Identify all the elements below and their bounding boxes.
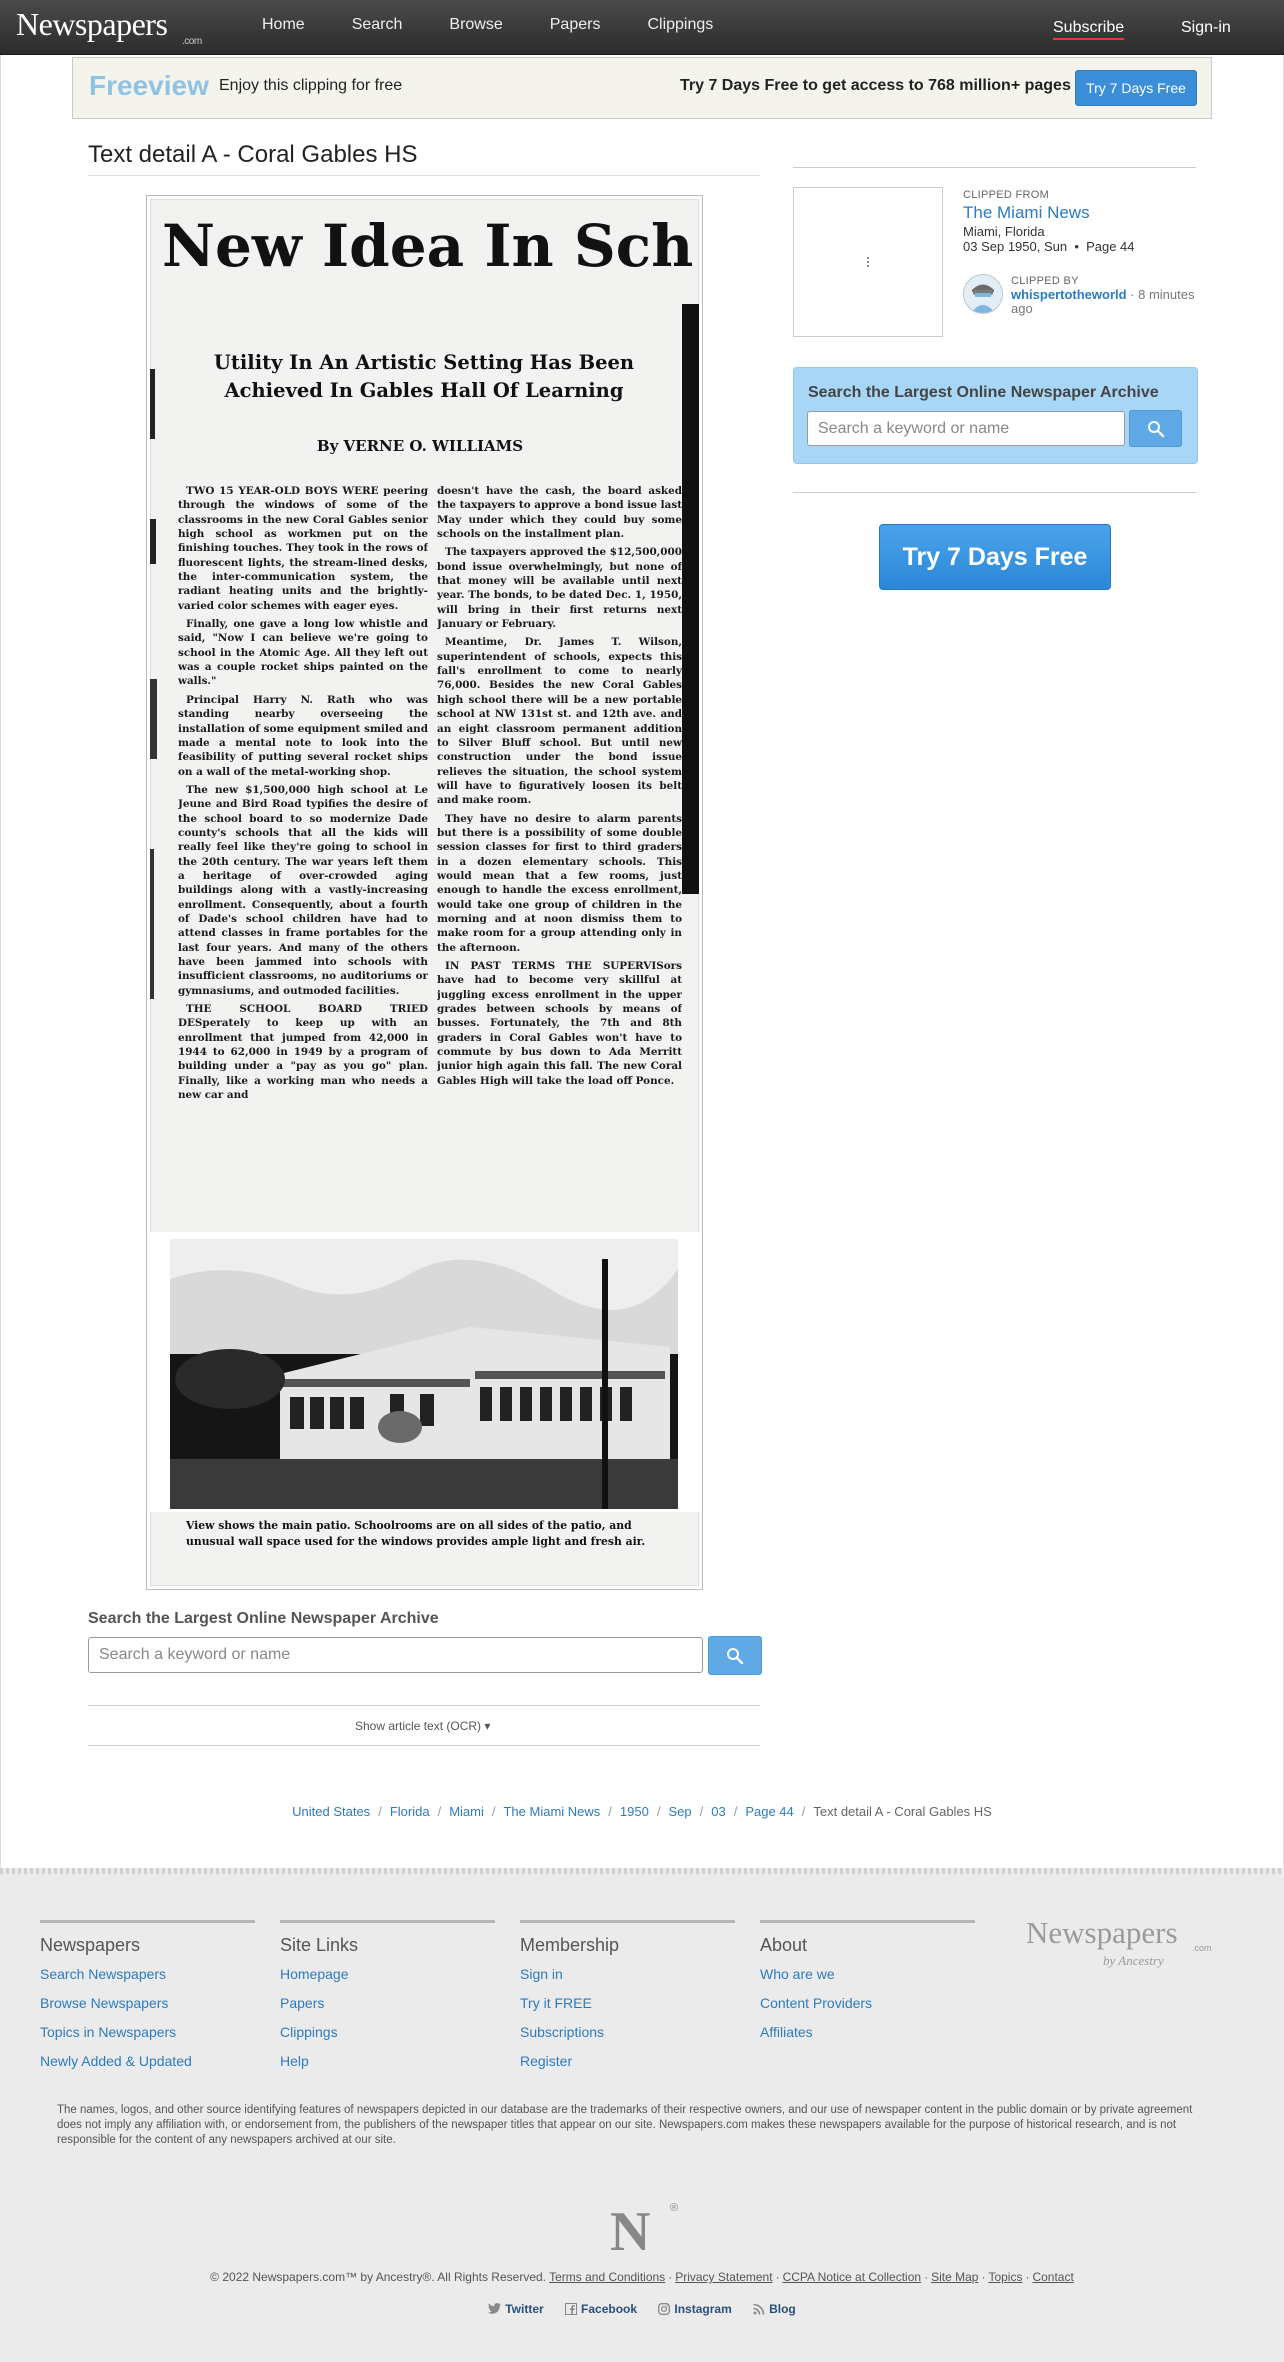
paper-date-page: 03 Sep 1950, Sun • Page 44 (963, 239, 1135, 254)
footer-col-membership (520, 1920, 735, 2082)
privacy-link[interactable]: Privacy Statement (675, 2270, 773, 2284)
sidebar-search-button[interactable] (1129, 410, 1182, 447)
breadcrumb-city[interactable]: Miami (449, 1804, 484, 1819)
article-subhead-1: Utility In An Artistic Setting Has Been (213, 351, 635, 374)
try-free-button[interactable]: Try 7 Days Free (879, 524, 1111, 590)
user-avatar-icon (964, 275, 1002, 313)
footer-col-title: About (760, 1935, 808, 1955)
contact-link[interactable]: Contact (1032, 2270, 1074, 2284)
newspapers-n-logo: N ® (610, 2201, 679, 2263)
sitemap-link[interactable]: Site Map (931, 2270, 979, 2284)
main-search-heading: Search the Largest Online Newspaper Archive (88, 1610, 439, 1627)
freeview-trial-button[interactable]: Try 7 Days Free (1075, 70, 1197, 106)
breadcrumb: United States / Florida / Miami / The Miami News / 1950 / Sep / 03 / Page 44 / Text detail A - Coral Gables HS (292, 1804, 992, 1819)
twitter-link[interactable] (488, 2302, 543, 2316)
rss-icon (753, 2303, 765, 2315)
article-column-right-wrap (437, 484, 682, 1169)
copyright-text: © 2022 Newspapers.com™ by Ancestry®. All Rights Reserved. (210, 2270, 546, 2284)
signin-link[interactable]: Sign-in (1181, 19, 1231, 36)
nav-home[interactable]: Home (262, 16, 305, 33)
nav-browse[interactable]: Browse (449, 16, 503, 33)
footer-logo-byline: by Ancestry (1103, 1953, 1164, 1968)
main-search-input[interactable] (88, 1637, 703, 1673)
sidebar-divider (793, 167, 1196, 168)
breadcrumb-country[interactable]: United States (292, 1804, 371, 1819)
subscribe-link[interactable]: Subscribe (1053, 19, 1124, 40)
article-paragraph: The taxpayers approved the $12,500,000 bond issue overwhelmingly, but none of that money will be available until next year. The bonds, to be dated Dec. 1, 1950, will bring in their first returns next January or February. (437, 546, 682, 631)
breadcrumb-current: Text detail A - Coral Gables HS (813, 1804, 992, 1819)
article-paragraph: THE SCHOOL BOARD TRIED DESperately to keep up with an enrollment that jumped from 42,000 in 1944 to 62,000 in 1949 by a program of building under a "pay as you go" plan. Finally, like a working man who needs a new car and (178, 1003, 428, 1102)
clipped-by-label: CLIPPED BY (1011, 275, 1079, 287)
footer-logo-text: Newspapers (1026, 1915, 1178, 1950)
sidebar-search-input[interactable] (807, 411, 1125, 446)
footer-link[interactable]: Newly Added & Updated (40, 2053, 192, 2069)
ocr-divider-bottom (88, 1745, 760, 1746)
footer-link[interactable]: Subscriptions (520, 2024, 605, 2040)
article-paragraph: They have no desire to alarm parents but there is a possibility of some double session classes for first to third graders in a dozen elementary schools. This would mean that a few rooms, just enough to handle the excess enrollment, would take one group of children in the morning and at noon dismiss them to make room for a group attending only in the afternoon. (437, 812, 682, 954)
footer-link[interactable]: Search Newspapers (40, 1966, 167, 1982)
logo-suffix: .com (182, 36, 202, 47)
blog-link[interactable] (753, 2302, 796, 2316)
footer-col-title: Newspapers (40, 1935, 141, 1955)
article-paragraph: IN PAST TERMS THE SUPERVISors have had to become very skillful at juggling excess enrollment in the upper grades between schools by means of busses. Fortunately, the 7th and 8th graders in Coral Gables won't have to commute by bus down to Ada Merritt junior high again this fall. The new Coral Gables High will take the load off Ponce. (437, 960, 682, 1087)
article-byline: By VERNE O. WILLIAMS (316, 437, 524, 455)
footer-col-site-links (280, 1920, 495, 2082)
footer-link[interactable]: Homepage (280, 1966, 349, 1982)
sidebar-search-heading: Search the Largest Online Newspaper Archive (808, 384, 1159, 401)
footer-col-title: Membership (520, 1935, 620, 1955)
breadcrumb-month[interactable]: Sep (668, 1804, 692, 1819)
facebook-label: Facebook (581, 2302, 638, 2316)
clipping-image[interactable] (150, 199, 699, 1586)
clipped-from-label: CLIPPED FROM (963, 189, 1050, 201)
blog-label: Blog (769, 2302, 796, 2316)
title-divider (88, 175, 760, 176)
freeview-banner (72, 57, 1212, 119)
search-icon (726, 1647, 744, 1665)
footer-logo[interactable] (1026, 1915, 1212, 1968)
photo-caption-1: View shows the main patio. Schoolrooms are on all sides of the patio, and (186, 1519, 632, 1532)
article-paragraph: Meantime, Dr. James T. Wilson, superintendent of schools, expects this fall's enrollment to come to nearly 76,000. Besides the new Coral Gables high school there will be a new portable school at NW 131st st. and 12th ave. and an eight classroom permanent addition to Silver Bluff school. But until new construction under the bond issue relieves the situation, the school system will have to figuratively loosen its belt and make room. (437, 636, 682, 807)
nav-search[interactable]: Search (351, 16, 403, 33)
ccpa-link[interactable]: CCPA Notice at Collection (782, 2270, 922, 2284)
main-search-button[interactable] (708, 1636, 762, 1675)
footer-col-about (760, 1920, 975, 2053)
search-icon (1147, 420, 1165, 438)
freeview-title: Freeview (89, 70, 209, 101)
main-nav-links (262, 16, 760, 34)
footer-link[interactable]: Affiliates (760, 2024, 813, 2040)
article-subhead-2: Achieved In Gables Hall Of Learning (224, 379, 624, 402)
instagram-label: Instagram (674, 2302, 732, 2316)
site-logo[interactable] (16, 6, 202, 47)
article-headline: New Idea In Sch (162, 212, 694, 280)
twitter-icon (488, 2303, 501, 2315)
page-title: Text detail A - Coral Gables HS (88, 141, 418, 168)
photo-caption-2: unusual wall space used for the windows provides ample light and fresh air. (186, 1535, 646, 1548)
nav-papers[interactable]: Papers (549, 16, 601, 33)
topics-link[interactable]: Topics (988, 2270, 1023, 2284)
article-paragraph: Principal Harry N. Rath who was standing nearby overseeing the installation of some equipment smiled and made a mental note to look into the feasibility of putting several rocket ships on a wall of the metal-working shop. (178, 693, 428, 778)
footer-link[interactable]: Register (520, 2053, 573, 2069)
sidebar-divider (793, 492, 1196, 493)
social-links (0, 2302, 1284, 2316)
paper-location: Miami, Florida (963, 224, 1045, 239)
paper-name-link[interactable]: The Miami News (963, 203, 1090, 222)
footer-link[interactable]: Help (280, 2053, 309, 2069)
article-column-left-wrap (178, 484, 428, 1169)
footer-link[interactable]: Topics in Newspapers (40, 2024, 177, 2040)
avatar[interactable] (963, 274, 1003, 314)
copyright-line: © 2022 Newspapers.com™ by Ancestry®. All Rights Reserved. Terms and Conditions · Privacy Statement · CCPA Notice at Collection · Site Map · Topics · Contact (210, 2270, 1074, 2284)
top-nav (0, 0, 1284, 55)
article-paragraph: doesn't have the cash, the board asked the taxpayers to approve a bond issue last May under which they could buy some schools on the installment plan. (437, 485, 682, 541)
breadcrumb-page[interactable]: Page 44 (745, 1804, 794, 1819)
clipping-image-frame[interactable] (146, 195, 703, 1590)
breadcrumb-day[interactable]: 03 (711, 1804, 726, 1819)
footer-logo-suffix: .com (1192, 1943, 1212, 1953)
ocr-divider-top (88, 1705, 760, 1706)
footer-link[interactable]: Content Providers (760, 1995, 873, 2011)
article-paragraph: TWO 15 YEAR-OLD BOYS WERE peering through the windows of some of the classrooms in the new Coral Gables senior high school as workmen put on the finishing touches. They took in the rows of fluorescent lights, the stream-lined desks, the inter-communication system, the radiant heating units and the brightly-varied color schemes with eager eyes. (178, 485, 428, 612)
freeview-cta-text: Try 7 Days Free to get access to 768 million+ pages (680, 77, 1071, 94)
newspaper-scan (150, 199, 699, 1586)
footer-edge (0, 1868, 1284, 1874)
footer-link[interactable]: Try it FREE (520, 1995, 592, 2011)
loading-icon (867, 257, 871, 267)
footer-col-title: Site Links (280, 1935, 359, 1955)
facebook-icon (565, 2303, 577, 2315)
footer-link[interactable]: Sign in (520, 1966, 563, 1982)
nav-clippings[interactable]: Clippings (647, 16, 714, 33)
footer-link[interactable]: Clippings (280, 2024, 338, 2040)
footer-disclaimer: The names, logos, and other source identifying features of newspapers depicted in our database are the trademarks of their respective owners, and our use of newspaper content in the public domain or by private agreement does not imply any affiliation with, or endorsement from, the publishers of the newspaper titles that appear on our site. Newspapers.com makes these newspapers available for the purpose of historical research, and is not responsible for the content of any newspapers archived at our site. (57, 2104, 1193, 2146)
article-paragraph: The new $1,500,000 high school at Le Jeune and Bird Road typifies the desire of the school board to so modernize Dade county's schools that all the kids will really feel like they're going to school in the 20th century. The war years left them a heritage of over-crowded aging buildings along with a vastly-increasing enrollment. Consequently, about a fourth of Dade's school children have had to attend classes in frame portables for the last four years. And many of the others have been jammed into schools with insufficient classrooms, no auditoriums or gymnasiums, and outmoded facilities. (178, 783, 428, 997)
terms-link[interactable]: Terms and Conditions (549, 2270, 666, 2284)
footer-link[interactable]: Who are we (760, 1966, 835, 1982)
twitter-label: Twitter (505, 2302, 544, 2316)
footer-link[interactable]: Browse Newspapers (40, 1995, 169, 2011)
footer-col-newspapers (40, 1920, 255, 2082)
instagram-icon (658, 2303, 670, 2315)
instagram-link[interactable] (658, 2302, 731, 2316)
article-photo (150, 1232, 699, 1512)
logo-text: Newspapers (16, 6, 168, 42)
freeview-subtitle: Enjoy this clipping for free (219, 77, 403, 94)
facebook-link[interactable] (565, 2302, 637, 2316)
breadcrumb-paper[interactable]: The Miami News (503, 1804, 601, 1819)
clip-time: · 8 minutes ago (1011, 287, 1195, 316)
show-ocr-toggle[interactable]: Show article text (OCR) ▾ (355, 1719, 491, 1733)
footer-link[interactable]: Papers (280, 1995, 325, 2011)
breadcrumb-year[interactable]: 1950 (619, 1804, 649, 1819)
article-paragraph: Finally, one gave a long low whistle and said, "Now I can believe we're going to school in the Atomic Age. All they left out was a couple rocket ships painted on the walls." (178, 618, 428, 688)
page-thumbnail[interactable] (793, 187, 943, 337)
n-mark-letter: N (610, 2201, 651, 2263)
breadcrumb-state[interactable]: Florida (389, 1804, 430, 1819)
clipped-by-info (1011, 288, 1201, 316)
clipper-username-link[interactable]: whispertotheworld (1011, 287, 1127, 302)
